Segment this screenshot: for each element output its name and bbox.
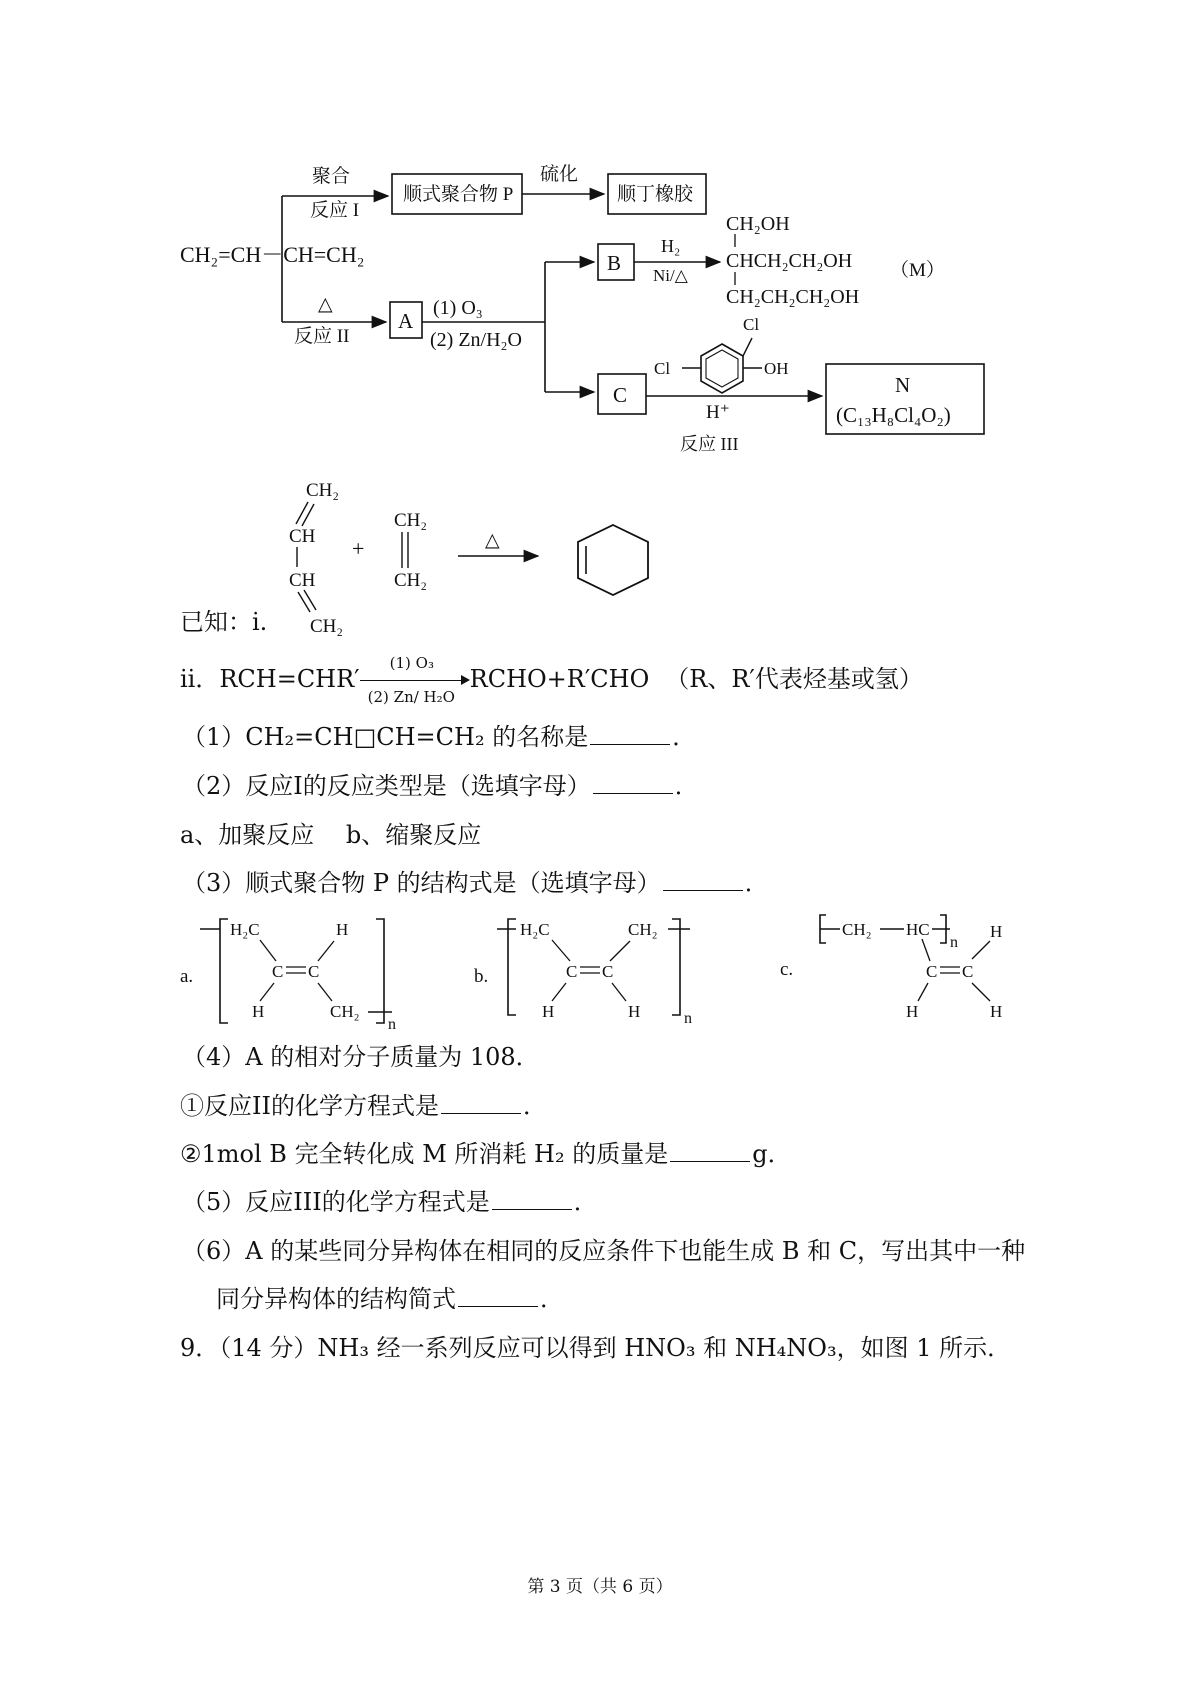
phenol-oh: OH [764, 359, 789, 378]
rubber-label: 顺丁橡胶 [617, 184, 694, 205]
option-b-ch2: CH₂ [628, 920, 658, 939]
question-9: 9．（14 分）NH₃ 经一系列反应可以得到 HNO₃ 和 NH₄NO₃，如图 1 所示． [180, 1334, 1012, 1362]
a-label: A [398, 309, 414, 333]
option-a-label: a. [180, 966, 194, 987]
question-5: （5）反应III的化学方程式是 ． [182, 1188, 598, 1216]
option-c-h-tr: H [990, 922, 1003, 941]
known-ii-note: （R、R′代表烃基或氢） [665, 665, 923, 693]
reaction2-label: 反应 II [294, 326, 350, 347]
known-ii-below: (2) Zn/ H₂O [367, 688, 455, 706]
m-tag: （M） [890, 260, 945, 281]
option-c-hc: HC [906, 920, 930, 939]
question-2-options: a、加聚反应 b、缩聚反应 [180, 821, 482, 849]
option-a-c2: C [308, 962, 320, 981]
known-ii-arrow [360, 654, 470, 706]
question-3-text: （3）顺式聚合物 P 的结构式是（选填字母） [182, 869, 661, 897]
answer-blank-4-2 [670, 1141, 750, 1162]
option-a-h-bottom: H [252, 1002, 265, 1021]
known-i-prefix: 已知：i. [180, 608, 268, 636]
option-c-h-bl: H [906, 1002, 919, 1021]
b-label: B [607, 251, 622, 275]
option-c-c2: C [962, 962, 974, 981]
phenol-cl-left: Cl [654, 359, 671, 378]
option-a-right-bracket [376, 919, 384, 1023]
m-line3: CH₂CH₂CH₂OH [726, 286, 860, 308]
answer-blank-1 [590, 724, 670, 745]
polymer-p-label: 顺式聚合物 P [403, 184, 514, 205]
option-b-left-bracket [508, 919, 516, 1015]
polymerize-label: 聚合 [312, 166, 351, 187]
question-1-text: （1）CH₂=CH□CH=CH₂ 的名称是 [182, 723, 589, 751]
question-5-text: （5）反应III的化学方程式是 [182, 1188, 490, 1216]
option-b-h2c: H₂C [520, 920, 550, 939]
vulcanize-label: 硫化 [540, 164, 579, 185]
m-line2: CHCH₂CH₂OH [726, 250, 853, 272]
option-c-n: n [950, 934, 958, 951]
n-label: N [895, 373, 911, 397]
butadiene-label: CH₂=CH－CH=CH₂ [180, 242, 365, 267]
ozone-step1: (1) O₃ [433, 297, 483, 319]
question-4: （4）A 的相对分子质量为 108． [182, 1043, 540, 1071]
known-ii-line [180, 654, 923, 706]
option-c-h-br: H [990, 1002, 1003, 1021]
dienophile-ch2-bottom: CH₂ [394, 570, 428, 591]
diene-ch2-top: CH₂ [306, 480, 340, 501]
answer-blank-6 [458, 1286, 538, 1307]
known-ii-arrow-line [360, 680, 466, 681]
reaction1-label: 反应 I [310, 200, 360, 221]
option-c-c1: C [926, 962, 938, 981]
question-2-text: （2）反应I的反应类型是（选填字母） [182, 772, 591, 800]
dichlorophenol-ring [701, 344, 743, 393]
question-4-2-text: ②1mol B 完全转化成 M 所消耗 H₂ 的质量是 [180, 1140, 669, 1168]
polymer-options [0, 905, 1200, 1035]
m-line1: CH₂OH [726, 213, 790, 235]
question-6-text: 同分异构体的结构简式 [216, 1285, 456, 1313]
option-c-label: c. [780, 959, 794, 980]
option-a-h2c: H₂C [230, 920, 260, 939]
reaction3-label: 反应 III [680, 434, 739, 454]
option-b-n: n [684, 1010, 692, 1027]
n-formula: (C₁₃H₈Cl₄O₂) [836, 403, 951, 427]
diene-ch2-bottom: CH₂ [310, 616, 344, 637]
question-4-2: ②1mol B 完全转化成 M 所消耗 H₂ 的质量是 g． [180, 1140, 792, 1168]
question-3: （3）顺式聚合物 P 的结构式是（选填字母） ． [182, 869, 769, 897]
question-4-1-text: ①反应II的化学方程式是 [180, 1092, 439, 1120]
question-6-line1: （6）A 的某些同分异构体在相同的反应条件下也能生成 B 和 C，写出其中一种 [182, 1237, 1026, 1265]
option-a-c1: C [272, 962, 284, 981]
ozone-step2: (2) Zn/H₂O [430, 329, 522, 351]
option-a-h-top: H [336, 920, 349, 939]
known-ii-prefix: ii．RCH=CHR′ [180, 665, 360, 693]
known-ii-arrow-head [461, 675, 470, 685]
option-a-ch2: CH₂ [330, 1002, 360, 1021]
answer-blank-4-1 [441, 1093, 521, 1114]
question-2: （2）反应I的反应类型是（选填字母） ． [182, 772, 699, 800]
reaction-scheme [0, 0, 1200, 460]
answer-blank-5 [492, 1189, 572, 1210]
diene-ch-1: CH [289, 526, 316, 547]
plus-sign: + [352, 536, 365, 561]
phenol-cl-top: Cl [743, 315, 760, 334]
answer-blank-3 [663, 870, 743, 891]
option-b-h-left: H [542, 1002, 555, 1021]
h2-label: H₂ [661, 236, 681, 256]
option-b-right-bracket [672, 919, 680, 1015]
cyclohexene-ring [578, 525, 648, 595]
answer-blank-2 [593, 773, 673, 794]
known-ii-product: RCHO+R′CHO [469, 665, 650, 693]
question-4-1: ①反应II的化学方程式是 ． [180, 1092, 547, 1120]
dienophile-ch2-top: CH₂ [394, 510, 428, 531]
option-a-left-bracket [220, 919, 228, 1023]
option-c-ch2: CH₂ [842, 920, 872, 939]
known-i-heat: △ [485, 530, 500, 551]
heat-label: △ [318, 294, 333, 315]
option-a-n: n [388, 1016, 396, 1033]
known-ii-above: (1) O₃ [389, 654, 434, 672]
h-plus-label: H⁺ [706, 402, 730, 423]
option-b-c1: C [566, 962, 578, 981]
page-footer: 第 3 页（共 6 页） [527, 1577, 673, 1597]
option-b-h-right: H [628, 1002, 641, 1021]
c-label: C [613, 383, 628, 407]
option-b-c2: C [602, 962, 614, 981]
diene-ch-2: CH [289, 570, 316, 591]
question-1: （1）CH₂=CH□CH=CH₂ 的名称是 ． [182, 723, 697, 751]
question-6-line2: 同分异构体的结构简式 ． [216, 1285, 564, 1313]
ni-label: Ni/△ [653, 266, 688, 285]
option-b-label: b. [474, 966, 489, 987]
